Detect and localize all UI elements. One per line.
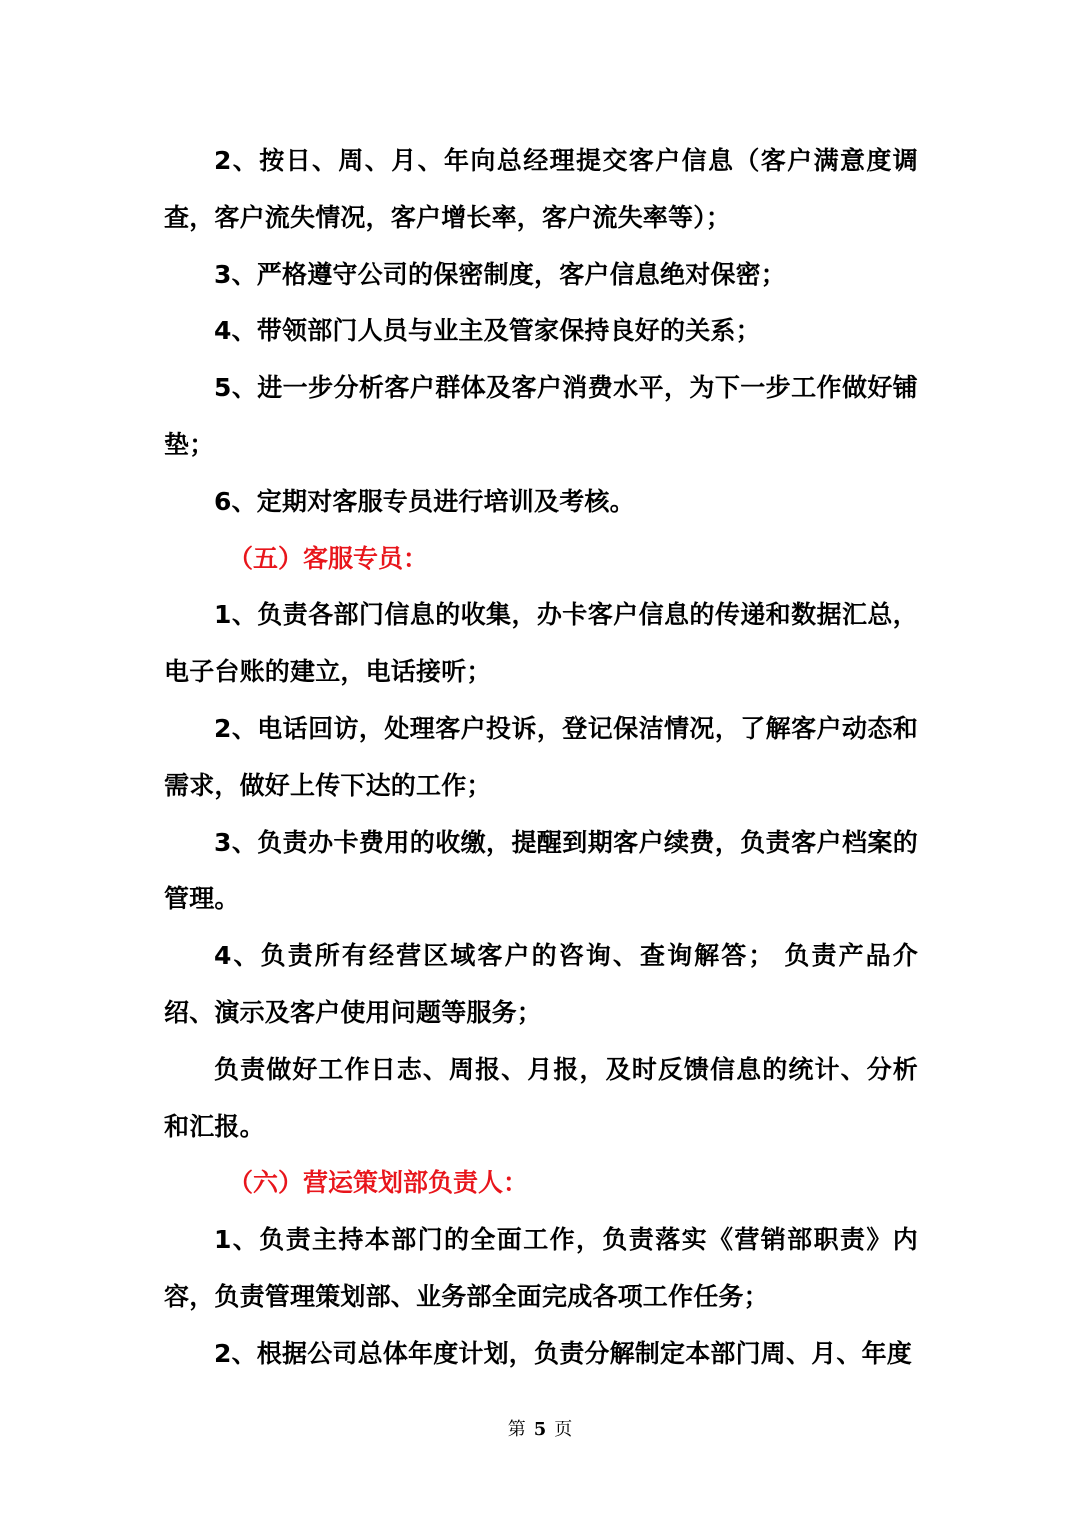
section-heading-operations-planning: （六）营运策划部负责人： bbox=[228, 1168, 529, 1198]
page-number-suffix: 页 bbox=[554, 1419, 573, 1440]
page-footer bbox=[0, 1416, 1080, 1444]
paragraph-cs-item-2: 2、电话回访，处理客户投诉，登记保洁情况，了解客户动态和需求，做好上传下达的工作； bbox=[164, 713, 918, 800]
paragraph-ops-item-1: 1、负责主持本部门的全面工作，负责落实《营销部职责》内容，负责管理策划部、业务部全面完成各项工作任务； bbox=[164, 1225, 918, 1311]
paragraph-cs-item-1: 1、负责各部门信息的收集，办卡客户信息的传递和数据汇总，电子台账的建立，电话接听； bbox=[164, 600, 918, 687]
paragraph-item-2: 2、按日、周、月、年向总经理提交客户信息（客户满意度调查，客户流失情况，客户增长率，客户流失率等）； bbox=[164, 146, 918, 232]
paragraph-item-6: 6、定期对客服专员进行培训及考核。 bbox=[214, 486, 635, 516]
paragraph-cs-item-3: 3、负责办卡费用的收缴，提醒到期客户续费，负责客户档案的管理。 bbox=[164, 827, 918, 914]
paragraph-item-3: 3、严格遵守公司的保密制度，客户信息绝对保密； bbox=[214, 259, 786, 289]
paragraph-cs-item-5: 负责做好工作日志、周报、月报，及时反馈信息的统计、分析和汇报。 bbox=[164, 1054, 918, 1141]
page-number-prefix: 第 bbox=[507, 1419, 526, 1440]
section-heading-customer-service: （五）客服专员： bbox=[228, 543, 429, 573]
paragraph-item-5: 5、进一步分析客户群体及客户消费水平，为下一步工作做好铺垫； bbox=[164, 373, 918, 459]
document-body bbox=[164, 133, 918, 1383]
paragraph-ops-item-2: 2、根据公司总体年度计划，负责分解制定本部门周、月、年度 bbox=[214, 1338, 912, 1368]
paragraph-cs-item-4: 4、负责所有经营区域客户的咨询、查询解答； 负责产品介绍、演示及客户使用问题等服务； bbox=[164, 941, 918, 1027]
page-number: 5 bbox=[533, 1419, 547, 1440]
paragraph-item-4: 4、带领部门人员与业主及管家保持良好的关系； bbox=[214, 316, 761, 346]
